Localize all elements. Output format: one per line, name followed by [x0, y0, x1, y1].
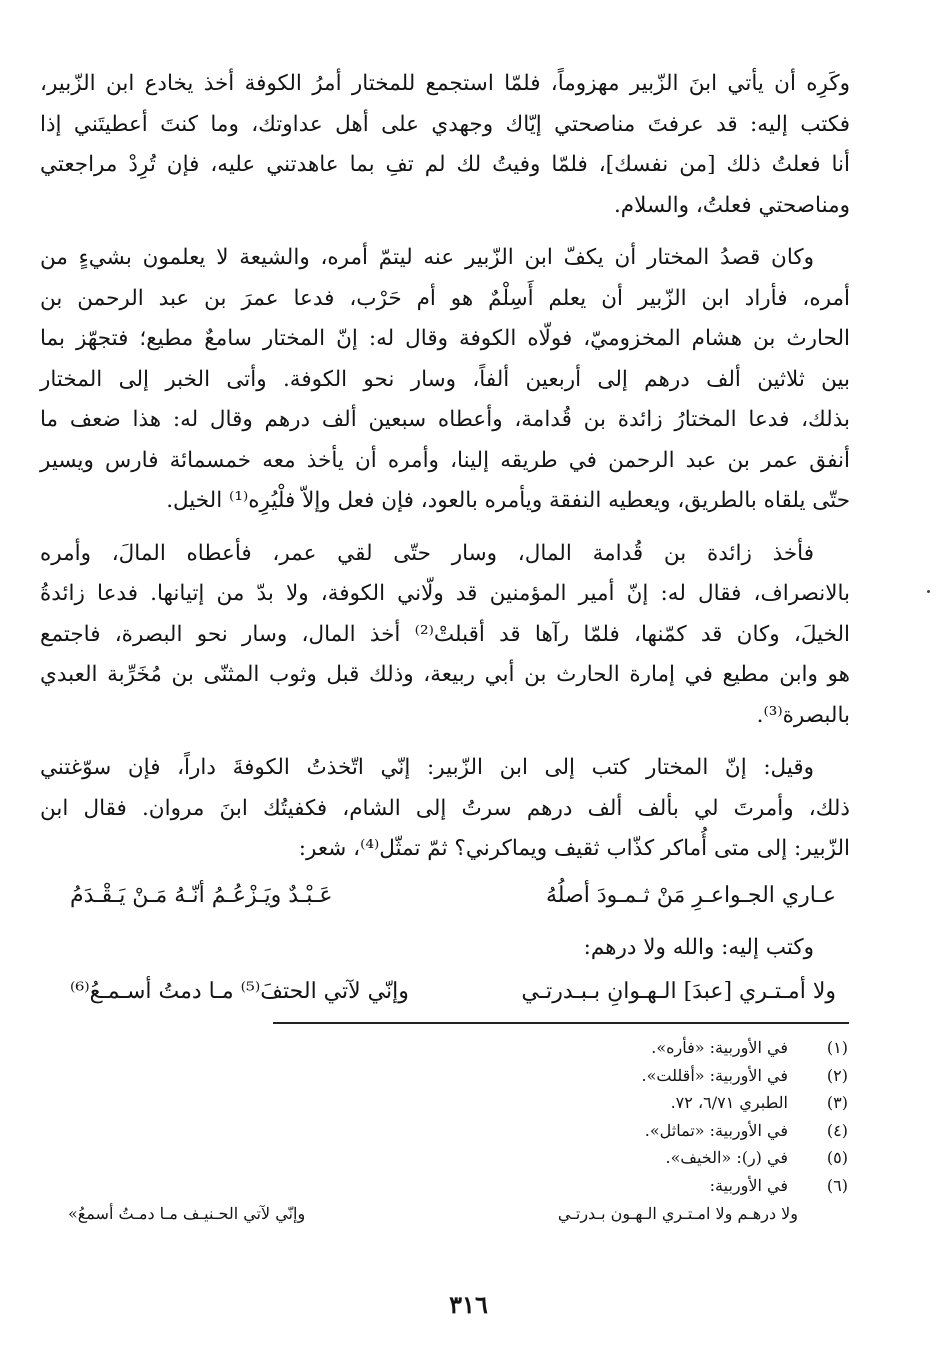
footnote-number: (٤): [826, 1120, 848, 1140]
verse-second-hemistich: وإنّي لآتي الحـنيـف مـا دمـتُ أسمعُ»: [68, 1203, 306, 1223]
verse-second-hemistich: عَـبْـدٌ ويَـزْعُـمُ أنّـهُ مَـنْ يَـقْـدَمُ: [70, 882, 333, 908]
footnote-2: [60, 1062, 848, 1090]
letter-line: [40, 928, 850, 969]
footnote-text: في الأوربية: «تماثل».: [644, 1120, 788, 1140]
text-line: بين ثلاثين ألف درهم إلى أربعين ألفاً، وسار نحو الكوفة. وأتى الخبر إلى المختار: [40, 366, 850, 392]
paragraph-3: [40, 534, 850, 737]
footnote-number: (١): [826, 1038, 848, 1057]
footnote-divider: [273, 1022, 849, 1024]
footnote-text: في الأوربية: «فأره».: [651, 1038, 788, 1057]
text-line: بالانصراف، فقال له: إنّ أمير المؤمنين قد ولّاني الكوفة، ولا بدّ من إتيانها. فدعا زائدةُ: [40, 581, 850, 606]
main-text: [40, 64, 850, 1024]
footnote-text: في الأوربية:: [709, 1175, 788, 1195]
text-line: حتّى يلقاه بالطريق، ويعطيه النفقة ويأمره بالعود، فإن فعل وإلاّ فلْيُرِه⁽¹⁾ الخيل.: [166, 488, 850, 513]
text-line: بالبصرة⁽³⁾.: [756, 702, 850, 728]
footnote-5: [60, 1144, 848, 1172]
footnote-6: [60, 1172, 848, 1200]
text-line: فكتب إليه: قد عرفتَ مناصحتي إيّاك وجهدي على أهل عداوتك، وما كنتَ أعطيتَني إذا: [40, 111, 850, 137]
verse-first-hemistich: ولا أمـتـري [عبدَ] الـهـوانِ بـبـدرتـي: [521, 979, 836, 1004]
footnotes: [60, 1034, 848, 1227]
text-line: الخيلَ، وكان قد كمّنها، فلمّا رآها قد أقبلتْ⁽²⁾ أخذ المال، وسار نحو البصرة، فاجتمع: [40, 621, 850, 647]
text-line: هو وابن مطيع في إمارة الحارث بن أبي ربيعة، وذلك قبل وثوب المثنّى بن مُخَرِّبة العبدي: [40, 662, 850, 687]
footnote-number: (٢): [826, 1065, 848, 1085]
text-line: أمره، فأراد ابن الزّبير أن يعلم أَسِلْمٌ هو أم حَرْب، فدعا عمرَ بن عبد الرحمن بن: [40, 285, 850, 311]
poem-verse-1: [40, 874, 850, 918]
text-line: بذلك، فدعا المختارُ زائدة بن قُدامة، وأعطاه سبعين ألف درهم وقال له: هذا ضعف ما: [40, 407, 850, 432]
text-line: أنا فعلتُ ذلك [من نفسك]، فلمّا وفيتُ لك لم تفِ بما عاهدتني عليه، فإن تُرِدْ مراجعتي: [40, 152, 850, 177]
paragraph-4: [40, 748, 850, 870]
verse-second-hemistich: وإنّي لآتي الحتفَ⁽⁵⁾ مـا دمتُ أسـمـعُ⁽⁶⁾: [70, 979, 409, 1004]
footnote-text: في الأوربية: «أقللت».: [641, 1065, 788, 1085]
text-line: الزّبير: إلى متى أُماكر كذّاب ثقيف ويماكرني؟ ثمّ تمثّل⁽⁴⁾، شعر:: [298, 836, 850, 861]
page-number: ٣١٦: [449, 1290, 488, 1319]
footnote-number: (٦): [826, 1175, 848, 1195]
text-line: وكَرِه أن يأتي ابنَ الزّبير مهزوماً، فلمّا استجمع للمختار أمرُ الكوفة أخذ يخادع ابن الزّبير،: [40, 71, 850, 96]
footnote-1: [60, 1034, 848, 1062]
text-line: ذلك، وأمرتَ لي بألف ألف درهم سرتُ إلى الشام، فكفيتُك ابنَ مروان. فقال ابن: [40, 795, 850, 821]
footnote-3: [60, 1089, 848, 1117]
text-line: وكتب إليه: والله ولا درهم:: [583, 934, 814, 960]
footnote-number: (٥): [826, 1148, 848, 1168]
footnote-text: في (ر): «الخيف».: [665, 1148, 788, 1168]
paragraph-2: [40, 238, 850, 522]
footnote-text: الطبري ٦/٧١، ٧٢.: [670, 1093, 788, 1113]
footnote-number: (٣): [826, 1093, 848, 1113]
text-line: أنفق عمر بن عبد الرحمن في طريقه إلينا، وأمره أن يأخذ معه خمسمائة فارس ويسير: [40, 447, 850, 473]
footnote-4: [60, 1117, 848, 1145]
footnote-verse: [60, 1200, 848, 1228]
poem-verse-2: [40, 970, 850, 1014]
paragraph-1: [40, 64, 850, 226]
text-line: وقيل: إنّ المختار كتب إلى ابن الزّبير: إنّي اتّخذتُ الكوفةَ داراً، فإن سوّغتني: [40, 755, 814, 780]
verse-first-hemistich: عـاري الجـواعـرِ مَنْ ثـمـودَ أصلُهُ: [545, 882, 836, 908]
text-line: وكان قصدُ المختار أن يكفّ ابن الزّبير عنه ليتمّ أمره، والشيعة لا يعلمون بشيءٍ من: [40, 245, 814, 270]
text-line: الحارث بن هشام المخزوميّ، فولّاه الكوفة وقال له: إنّ المختار سامعٌ مطيع؛ فتجهّز بما: [40, 326, 850, 351]
text-line: ومناصحتي فعلتُ، والسلام.: [613, 192, 850, 218]
margin-mark: [927, 590, 930, 593]
verse-first-hemistich: ولا درهـم ولا امـتـري الـهـون بـدرتـي: [557, 1203, 798, 1223]
text-line: فأخذ زائدة بن قُدامة المال، وسار حتّى لقي عمر، فأعطاه المالَ، وأمره: [40, 540, 814, 566]
